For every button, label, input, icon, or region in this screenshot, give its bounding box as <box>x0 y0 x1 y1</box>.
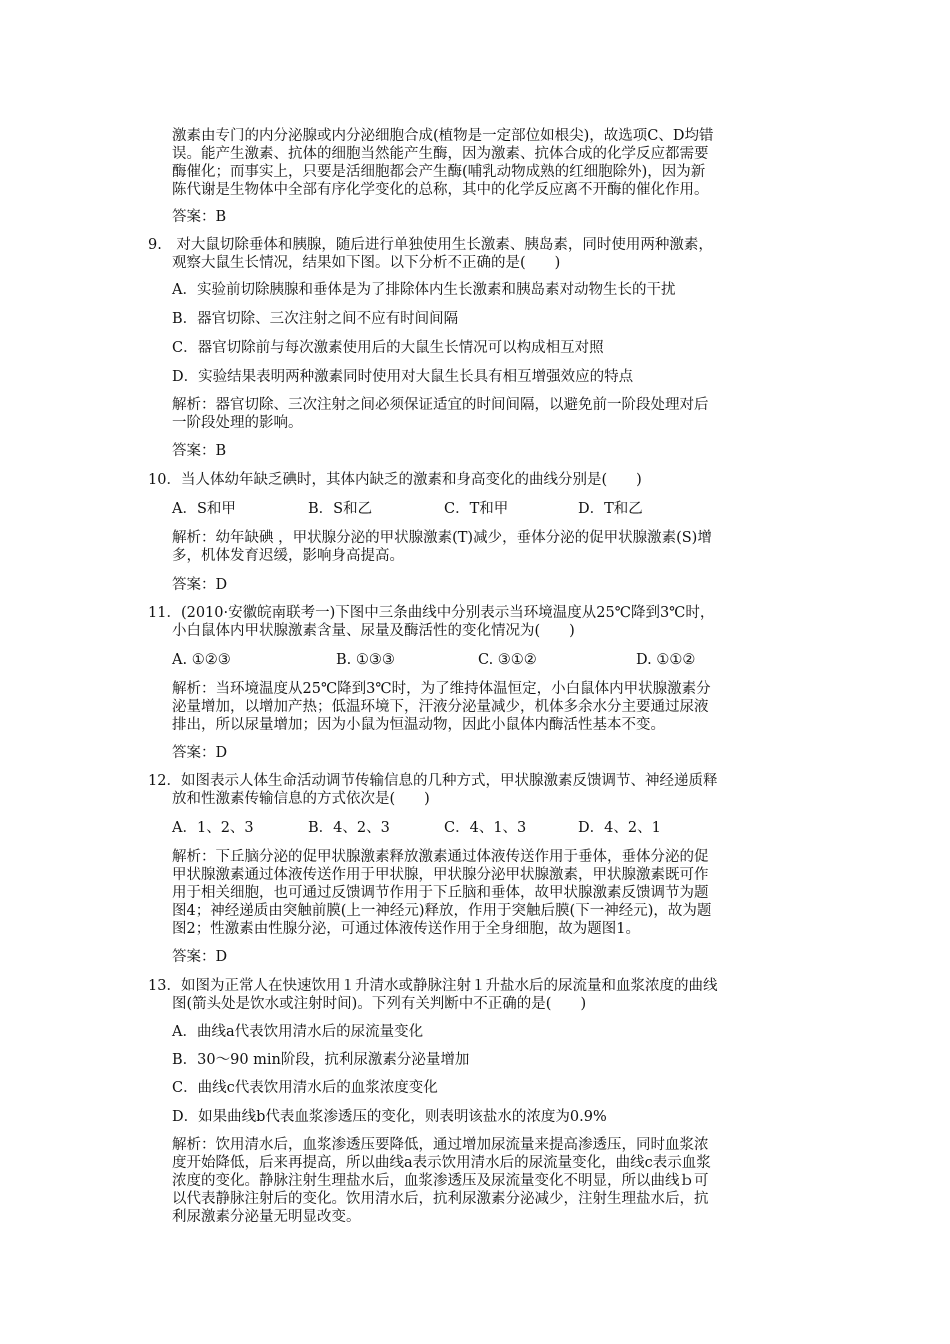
question-stem: 12．如图表示人体生命活动调节传输信息的几种方式，甲状腺激素反馈调节、神经递质释 <box>148 773 718 789</box>
option-b: B．4、2、3 <box>308 820 390 836</box>
option-d: D．4、2、1 <box>578 820 661 836</box>
option-b: B. ①③③ <box>336 652 395 668</box>
answer-label: 答案：D <box>172 577 228 593</box>
analysis-line: 解析：下丘脑分泌的促甲状腺激素释放激素通过体液传送作用于垂体，垂体分泌的促 <box>172 849 709 865</box>
analysis-line: 甲状腺激素通过体液传送作用于甲状腺，甲状腺分泌甲状腺激素，甲状腺激素既可作 <box>172 867 709 883</box>
question-stem: 9. 对大鼠切除垂体和胰腺，随后进行单独使用生长激素、胰岛素，同时使用两种激素， <box>148 237 713 253</box>
question-stem: 放和性激素传输信息的方式依次是( ) <box>172 791 430 807</box>
analysis-line: 以代表静脉注射后的变化。饮用清水后，抗利尿激素分泌减少，注射生理盐水后，抗 <box>172 1191 709 1207</box>
analysis-line: 解析：饮用清水后，血浆渗透压要降低，通过增加尿流量来提高渗透压，同时血浆浓 <box>172 1137 709 1153</box>
answer-label: 答案：D <box>172 745 228 761</box>
option-c: C．器官切除前与每次激素使用后的大鼠生长情况可以构成相互对照 <box>172 340 604 356</box>
analysis-line: 利尿激素分泌量无明显改变。 <box>172 1209 361 1225</box>
question-stem: 10．当人体幼年缺乏碘时，其体内缺乏的激素和身高变化的曲线分别是( ) <box>148 472 642 488</box>
intro-line: 误。能产生激素、抗体的细胞当然能产生酶，因为激素、抗体合成的化学反应都需要 <box>172 146 709 162</box>
option-d: D．如果曲线b代表血浆渗透压的变化，则表明该盐水的浓度为0.9% <box>172 1109 607 1125</box>
intro-line: 激素由专门的内分泌腺或内分泌细胞合成(植物是一定部位如根尖)，故选项C、D均错 <box>172 128 714 144</box>
intro-line: 陈代谢是生物体中全部有序化学变化的总称，其中的化学反应离不开酶的催化作用。 <box>172 182 709 198</box>
question-stem: 11．(2010·安徽皖南联考一)下图中三条曲线中分别表示当环境温度从25℃降到3℃时， <box>148 605 715 621</box>
answer-label: 答案：B <box>172 443 227 459</box>
question-stem: 图(箭头处是饮水或注射时间)。下列有关判断中不正确的是( ) <box>172 996 587 1012</box>
option-a: A. ①②③ <box>172 652 231 668</box>
intro-line: 酶催化；而事实上，只要是活细胞都会产生酶(哺乳动物成熟的红细胞除外)，因为新 <box>172 164 706 180</box>
analysis-line: 图4；神经递质由突触前膜(上一神经元)释放，作用于突触后膜(下一神经元)，故为题 <box>172 903 712 919</box>
analysis-line: 图2；性激素由性腺分泌，可通过体液传送作用于全身细胞，故为题图1。 <box>172 921 640 937</box>
analysis-line: 度开始降低，后来再提高，所以曲线a表示饮用清水后的尿流量变化，曲线c表示血浆 <box>172 1155 711 1171</box>
analysis-line: 泌量增加，以增加产热；低温环境下，汗液分泌量减少，机体多余水分主要通过尿液 <box>172 699 709 715</box>
option-d: D．T和乙 <box>578 501 643 517</box>
analysis-line: 解析：当环境温度从25℃降到3℃时，为了维持体温恒定，小白鼠体内甲状腺激素分 <box>172 681 711 697</box>
option-a: A．实验前切除胰腺和垂体是为了排除体内生长激素和胰岛素对动物生长的干扰 <box>172 282 676 298</box>
option-a: A．1、2、3 <box>172 820 254 836</box>
analysis-line: 一阶段处理的影响。 <box>172 415 303 431</box>
question-stem: 13．如图为正常人在快速饮用１升清水或静脉注射１升盐水后的尿流量和血浆浓度的曲线 <box>148 978 718 994</box>
option-d: D．实验结果表明两种激素同时使用对大鼠生长具有相互增强效应的特点 <box>172 369 634 385</box>
option-c: C. ③①② <box>478 652 537 668</box>
option-a: A．曲线a代表饮用清水后的尿流量变化 <box>172 1024 424 1040</box>
option-c: C．4、1、3 <box>444 820 527 836</box>
option-d: D. ①①② <box>636 652 696 668</box>
option-a: A．S和甲 <box>172 501 236 517</box>
question-stem: 小白鼠体内甲状腺激素含量、尿量及酶活性的变化情况为( ) <box>172 623 575 639</box>
option-b: B．器官切除、三次注射之间不应有时间间隔 <box>172 311 459 327</box>
analysis-line: 解析：幼年缺碘 ，甲状腺分泌的甲状腺激素(T)减少，垂体分泌的促甲状腺激素(S)增 <box>172 530 712 546</box>
analysis-line: 排出，所以尿量增加；因为小鼠为恒温动物，因此小鼠体内酶活性基本不变。 <box>172 717 665 733</box>
option-c: C．T和甲 <box>444 501 509 517</box>
answer-label: 答案：D <box>172 949 228 965</box>
question-stem: 观察大鼠生长情况，结果如下图。以下分析不正确的是( ) <box>172 255 561 271</box>
option-c: C．曲线c代表饮用清水后的血浆浓度变化 <box>172 1080 438 1096</box>
analysis-line: 浓度的变化。静脉注射生理盐水后，血浆渗透压及尿流量变化不明显，所以曲线ｂ可 <box>172 1173 709 1189</box>
analysis-line: 用于相关细胞，也可通过反馈调节作用于下丘脑和垂体，故甲状腺激素反馈调节为题 <box>172 885 709 901</box>
analysis-line: 多，机体发育迟缓，影响身高提高。 <box>172 548 404 564</box>
analysis-line: 解析：器官切除、三次注射之间必须保证适宜的时间间隔，以避免前一阶段处理对后 <box>172 397 709 413</box>
answer-label: 答案：B <box>172 209 227 225</box>
option-b: B．30～90 min阶段，抗利尿激素分泌量增加 <box>172 1052 470 1068</box>
option-b: B．S和乙 <box>308 501 373 517</box>
